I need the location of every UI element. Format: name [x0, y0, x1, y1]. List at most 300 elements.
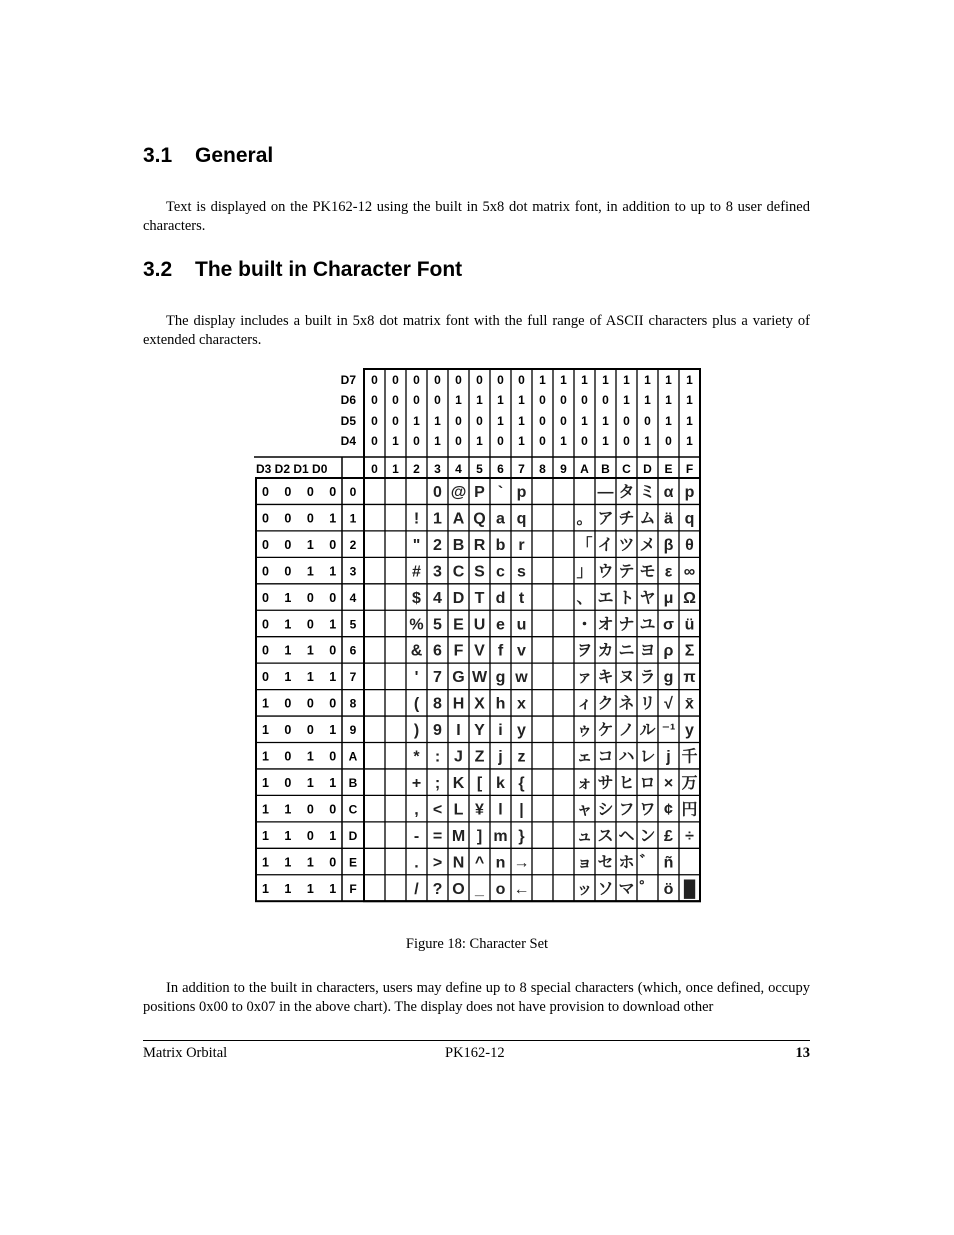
row-hex-digit: E [348, 855, 358, 870]
character-glyph: ¢ [664, 801, 673, 819]
upper-bit: 1 [644, 393, 651, 407]
upper-bit: 1 [476, 393, 483, 407]
row-hex-digit: 9 [349, 723, 357, 738]
character-glyph: - [413, 827, 420, 845]
paragraph-character-font: The display includes a built in 5x8 dot matrix font with the full range of ASCII characters plus a variety of extended characters. [143, 313, 810, 348]
character-glyph: ε [664, 563, 673, 581]
character-glyph: s [517, 563, 526, 581]
character-glyph: o [495, 880, 506, 898]
upper-bit: 1 [581, 414, 588, 428]
character-glyph: / [414, 880, 419, 898]
character-glyph: ソ [597, 880, 614, 898]
character-glyph: 万 [681, 774, 698, 792]
character-glyph: K [452, 774, 465, 792]
character-glyph: p [684, 484, 695, 501]
character-glyph: n [495, 854, 506, 872]
character-glyph: イ [597, 536, 614, 554]
character-glyph: F [453, 642, 464, 660]
character-glyph: c [496, 563, 505, 581]
character-glyph: ' [414, 669, 419, 687]
character-glyph: エ [597, 589, 614, 607]
column-hex-digit: 6 [497, 462, 504, 476]
row-hex-digit: 8 [349, 696, 357, 711]
upper-bit: 0 [392, 393, 399, 407]
character-glyph: ス [597, 827, 614, 845]
character-glyph: 4 [433, 589, 442, 607]
character-glyph: ト [618, 589, 635, 607]
upper-bit: 1 [686, 393, 693, 407]
character-glyph: ウ [597, 563, 614, 581]
row-hex-digit: B [348, 775, 358, 790]
upper-bit: 1 [518, 434, 525, 448]
character-glyph: l [498, 801, 503, 819]
row-hex-digit: 2 [349, 537, 357, 552]
section-heading-character-font [143, 258, 462, 282]
character-glyph: 1 [433, 510, 442, 528]
character-glyph: ナ [618, 616, 635, 634]
bit-label-d4: D4 [340, 434, 356, 448]
character-glyph: テ [618, 563, 635, 581]
character-glyph: . [414, 854, 419, 872]
character-glyph: v [517, 642, 526, 660]
character-glyph: × [663, 774, 674, 792]
character-glyph: ニ [618, 642, 635, 660]
character-glyph: セ [597, 854, 614, 872]
upper-bit: 1 [560, 434, 567, 448]
character-glyph: サ [597, 774, 614, 792]
character-glyph: ñ [663, 854, 674, 872]
character-glyph: ハ [618, 748, 635, 766]
character-glyph: O [452, 880, 465, 898]
character-glyph: ヤ [639, 589, 656, 607]
character-glyph: ÷ [685, 827, 694, 845]
character-glyph: █ [683, 880, 696, 898]
upper-bit: 1 [602, 373, 609, 387]
column-hex-digit: C [622, 462, 631, 476]
character-glyph: < [432, 801, 443, 819]
character-glyph: _ [475, 880, 484, 898]
character-glyph: ユ [639, 616, 656, 634]
character-glyph: ( [413, 695, 420, 713]
row-bits: 0 0 1 0 [262, 537, 343, 552]
character-glyph: @ [450, 484, 467, 501]
row-hex-digit: 6 [349, 643, 357, 658]
character-glyph: ネ [618, 695, 635, 713]
character-glyph: ク [597, 695, 614, 713]
row-hex-digit: 0 [349, 485, 357, 499]
row-bits: 1 1 1 1 [262, 881, 343, 896]
upper-bit: 1 [623, 373, 630, 387]
character-glyph: x [517, 695, 526, 713]
column-hex-digit: 5 [476, 462, 483, 476]
character-glyph: U [473, 616, 486, 634]
character-glyph: q [684, 510, 695, 528]
character-glyph: フ [618, 801, 635, 819]
column-hex-digit: 4 [455, 462, 462, 476]
character-glyph: ∞ [683, 563, 696, 581]
character-glyph: N [452, 854, 465, 872]
character-glyph: Z [474, 748, 485, 766]
character-glyph: q [516, 510, 527, 528]
row-hex-digit: 4 [349, 590, 357, 605]
upper-bit: 1 [539, 373, 546, 387]
character-glyph: → [513, 854, 530, 872]
character-glyph: ヌ [618, 669, 635, 687]
upper-bit: 1 [686, 414, 693, 428]
character-glyph: % [409, 616, 424, 634]
character-glyph: ロ [639, 774, 656, 792]
lower-bit-header: D3 D2 D1 D0 [256, 462, 328, 476]
character-glyph: ヒ [618, 774, 635, 792]
character-glyph: 8 [433, 695, 442, 713]
upper-bit: 0 [476, 373, 483, 387]
character-glyph: Y [474, 722, 485, 740]
character-glyph: キ [597, 669, 614, 687]
character-glyph: ] [476, 827, 483, 845]
row-bits: 0 0 0 0 [262, 485, 343, 499]
character-glyph: 「 [576, 536, 593, 554]
upper-bit: 0 [539, 393, 546, 407]
upper-bit: 0 [539, 414, 546, 428]
column-hex-digit: 9 [560, 462, 567, 476]
character-glyph: r [518, 536, 525, 554]
character-glyph: w [515, 669, 528, 687]
character-glyph: g [495, 669, 506, 687]
character-glyph: ォ [576, 774, 593, 792]
upper-bit: 1 [665, 373, 672, 387]
upper-bit: 1 [497, 393, 504, 407]
row-bits: 0 1 1 0 [262, 643, 343, 658]
upper-bit: 1 [665, 393, 672, 407]
column-hex-digit: A [580, 462, 589, 476]
upper-bit: 0 [623, 434, 630, 448]
character-glyph: モ [639, 563, 656, 581]
character-glyph: 6 [433, 642, 442, 660]
upper-bit: 0 [392, 414, 399, 428]
character-glyph: 9 [433, 722, 442, 740]
character-glyph: L [453, 801, 464, 819]
character-glyph: P [474, 484, 485, 501]
character-glyph: ` [497, 484, 504, 501]
character-glyph: p [516, 484, 527, 501]
character-glyph: θ [685, 536, 694, 554]
row-bits: 1 1 1 0 [262, 855, 343, 870]
upper-bit: 0 [434, 373, 441, 387]
row-bits: 1 0 0 1 [262, 723, 343, 738]
upper-bit: 0 [371, 414, 378, 428]
character-glyph: G [452, 669, 465, 687]
upper-bit: 0 [392, 373, 399, 387]
row-hex-digit: 3 [349, 564, 357, 579]
row-hex-digit: C [348, 802, 358, 817]
character-glyph: 5 [433, 616, 442, 634]
character-glyph: ミ [639, 484, 656, 501]
character-glyph: ) [413, 722, 420, 740]
row-bits: 0 1 1 1 [262, 670, 343, 685]
upper-bit: 1 [518, 414, 525, 428]
row-hex-digit: D [348, 828, 358, 843]
character-glyph: i [498, 722, 503, 740]
character-glyph: メ [639, 536, 656, 554]
upper-bit: 1 [686, 434, 693, 448]
character-glyph: ä [664, 510, 673, 528]
character-glyph: ュ [576, 827, 593, 845]
character-glyph: # [412, 563, 421, 581]
upper-bit: 0 [623, 414, 630, 428]
character-glyph: σ [663, 616, 674, 634]
character-glyph: ル [639, 722, 656, 740]
character-glyph: > [432, 854, 443, 872]
character-glyph: π [683, 669, 696, 687]
upper-bit: 1 [665, 414, 672, 428]
character-glyph: t [518, 589, 525, 607]
row-bits: 0 0 1 1 [262, 564, 343, 579]
character-glyph: 千 [681, 748, 698, 766]
character-glyph: e [496, 616, 505, 634]
section-number: 3.1 [143, 144, 173, 167]
character-glyph: a [496, 510, 505, 528]
character-glyph: d [495, 589, 506, 607]
character-glyph: ρ [663, 642, 674, 660]
character-glyph: y [517, 722, 526, 740]
character-glyph: [ [476, 774, 483, 792]
character-glyph: £ [664, 827, 673, 845]
upper-bit: 0 [371, 373, 378, 387]
upper-bit: 0 [476, 414, 483, 428]
bit-label-d6: D6 [340, 393, 356, 407]
character-glyph: = [432, 827, 443, 845]
character-glyph: — [597, 484, 614, 501]
upper-bit: 0 [560, 414, 567, 428]
character-glyph: ! [413, 510, 420, 528]
column-hex-digit: B [601, 462, 610, 476]
character-glyph: h [495, 695, 506, 713]
character-glyph: E [453, 616, 464, 634]
character-glyph: ェ [576, 748, 593, 766]
character-glyph: 。 [576, 510, 593, 528]
character-glyph: V [474, 642, 485, 660]
row-hex-digit: 1 [349, 511, 357, 526]
upper-bit: 1 [581, 373, 588, 387]
character-glyph: コ [597, 748, 614, 766]
upper-bit: 0 [581, 434, 588, 448]
upper-bit: 1 [434, 434, 441, 448]
upper-bit: 0 [455, 414, 462, 428]
section-heading-general [143, 144, 273, 168]
row-bits: 1 0 0 0 [262, 696, 343, 711]
character-glyph: 0 [433, 484, 442, 501]
character-glyph: ム [639, 510, 656, 528]
character-glyph: ツ [618, 536, 635, 554]
character-glyph: T [474, 589, 485, 607]
character-glyph: 2 [433, 536, 442, 554]
character-glyph: ゛ [639, 854, 656, 872]
character-glyph: J [454, 748, 463, 766]
character-glyph: $ [412, 589, 421, 607]
upper-bit: 1 [455, 393, 462, 407]
upper-bit: 1 [623, 393, 630, 407]
character-glyph: ャ [576, 801, 593, 819]
page-footer [143, 1040, 810, 1061]
character-glyph: ョ [576, 854, 593, 872]
character-glyph: ← [513, 880, 530, 898]
character-glyph: ッ [576, 880, 593, 898]
character-glyph: ü [684, 616, 695, 634]
character-glyph: オ [597, 616, 614, 634]
character-glyph: X [474, 695, 485, 713]
upper-bit: 1 [434, 414, 441, 428]
character-glyph: " [412, 536, 421, 554]
upper-bit: 0 [434, 393, 441, 407]
character-glyph: Q [473, 510, 486, 528]
character-glyph: { [518, 774, 525, 792]
figure-caption: Figure 18: Character Set [405, 936, 549, 952]
character-glyph: H [452, 695, 465, 713]
row-bits: 1 0 1 1 [262, 775, 343, 790]
character-glyph: √ [664, 695, 673, 713]
row-bits: 0 1 0 0 [262, 590, 343, 605]
character-glyph: ワ [639, 801, 656, 819]
column-hex-digit: 7 [518, 462, 525, 476]
upper-bit: 0 [497, 434, 504, 448]
section-number: 3.2 [143, 258, 173, 281]
footer-center: PK162-12 [445, 1045, 505, 1061]
character-glyph: : [434, 748, 441, 766]
upper-bit: 1 [560, 373, 567, 387]
paragraph-user-characters: In addition to the built in characters, users may define up to 8 special characters (which, once defined, occupy positions 0x00 to 0x07 in the above chart). The display does not have provision to download other [143, 980, 810, 1015]
character-glyph: シ [597, 801, 614, 819]
character-glyph: j [666, 748, 671, 766]
upper-bit: 0 [602, 393, 609, 407]
character-glyph: j [498, 748, 503, 766]
character-glyph: 円 [681, 801, 698, 819]
row-bits: 1 1 0 0 [262, 802, 343, 817]
character-glyph: + [411, 774, 422, 792]
upper-bit: 1 [686, 373, 693, 387]
row-hex-digit: 7 [349, 670, 357, 685]
character-glyph: レ [639, 748, 656, 766]
column-hex-digit: 8 [539, 462, 546, 476]
character-glyph: 3 [433, 563, 442, 581]
character-glyph: m [493, 827, 508, 845]
bit-label-d5: D5 [340, 414, 356, 428]
section-title: The built in Character Font [195, 258, 463, 281]
character-glyph: & [410, 642, 423, 660]
column-hex-digit: 3 [434, 462, 441, 476]
character-glyph: M [451, 827, 466, 845]
upper-bit: 0 [581, 393, 588, 407]
column-hex-digit: D [643, 462, 652, 476]
character-glyph: ; [434, 774, 441, 792]
upper-bit: 1 [413, 414, 420, 428]
character-glyph: f [497, 642, 504, 660]
character-glyph: A [452, 510, 465, 528]
character-glyph: ン [639, 827, 656, 845]
row-hex-digit: 5 [349, 617, 357, 632]
character-glyph: x̄ [685, 695, 694, 713]
character-glyph: μ [663, 589, 674, 607]
upper-bit: 0 [644, 414, 651, 428]
character-glyph: チ [618, 510, 635, 528]
upper-bit: 0 [539, 434, 546, 448]
character-glyph: ヲ [576, 642, 593, 660]
row-bits: 0 0 0 1 [262, 511, 343, 526]
character-glyph: ⁻¹ [661, 722, 676, 740]
character-glyph: | [519, 801, 524, 819]
character-glyph: ラ [639, 669, 656, 687]
character-glyph: マ [618, 880, 635, 898]
character-glyph: y [685, 722, 694, 740]
section-title: General [195, 144, 274, 167]
upper-bit: 1 [644, 434, 651, 448]
character-glyph: ノ [618, 722, 635, 740]
character-glyph: ヨ [639, 642, 656, 660]
upper-bit: 1 [392, 434, 399, 448]
character-glyph: R [473, 536, 486, 554]
character-glyph: g [663, 669, 674, 687]
character-glyph: ¥ [475, 801, 484, 819]
character-glyph: ゜ [639, 880, 656, 898]
character-glyph: ゥ [576, 722, 593, 740]
bit-label-d7: D7 [340, 373, 356, 387]
character-glyph: ö [663, 880, 674, 898]
upper-bit: 0 [455, 373, 462, 387]
column-hex-digit: 2 [413, 462, 420, 476]
column-hex-digit: 1 [392, 462, 399, 476]
character-glyph: β [663, 536, 674, 554]
row-hex-digit: A [348, 749, 358, 764]
upper-bit: 0 [413, 393, 420, 407]
column-hex-digit: 0 [371, 462, 378, 476]
character-glyph: D [452, 589, 465, 607]
character-glyph: z [517, 748, 526, 766]
upper-bit: 0 [371, 434, 378, 448]
upper-bit: 1 [602, 414, 609, 428]
character-glyph: Ω [683, 589, 696, 607]
paragraph-general: Text is displayed on the PK162-12 using the built in 5x8 dot matrix font, in addition to up to 8 user defined characters. [143, 199, 810, 234]
column-hex-digit: F [685, 462, 694, 476]
row-bits: 1 1 0 1 [262, 828, 343, 843]
character-glyph: S [474, 563, 485, 581]
upper-bit: 1 [497, 414, 504, 428]
character-glyph: k [496, 774, 505, 792]
upper-bit: 0 [455, 434, 462, 448]
character-glyph: 7 [433, 669, 442, 687]
upper-bit: 0 [518, 373, 525, 387]
character-glyph: タ [618, 484, 635, 501]
upper-bit: 0 [371, 393, 378, 407]
character-glyph: ・ [576, 616, 593, 634]
row-bits: 1 0 1 0 [262, 749, 343, 764]
character-glyph: * [413, 748, 420, 766]
upper-bit: 0 [413, 434, 420, 448]
character-glyph: α [663, 484, 674, 501]
character-glyph: I [456, 722, 461, 740]
upper-bit: 1 [518, 393, 525, 407]
upper-bit: 0 [413, 373, 420, 387]
character-glyph: ァ [576, 669, 593, 687]
row-hex-digit: F [349, 881, 357, 896]
character-glyph: b [495, 536, 506, 554]
character-glyph: ィ [576, 695, 593, 713]
page-number: 13 [795, 1045, 810, 1061]
column-hex-digit: E [664, 462, 673, 476]
upper-bit: 1 [602, 434, 609, 448]
character-glyph: リ [639, 695, 656, 713]
upper-bit: 0 [497, 373, 504, 387]
character-set-table [250, 365, 705, 905]
character-glyph: } [518, 827, 525, 845]
